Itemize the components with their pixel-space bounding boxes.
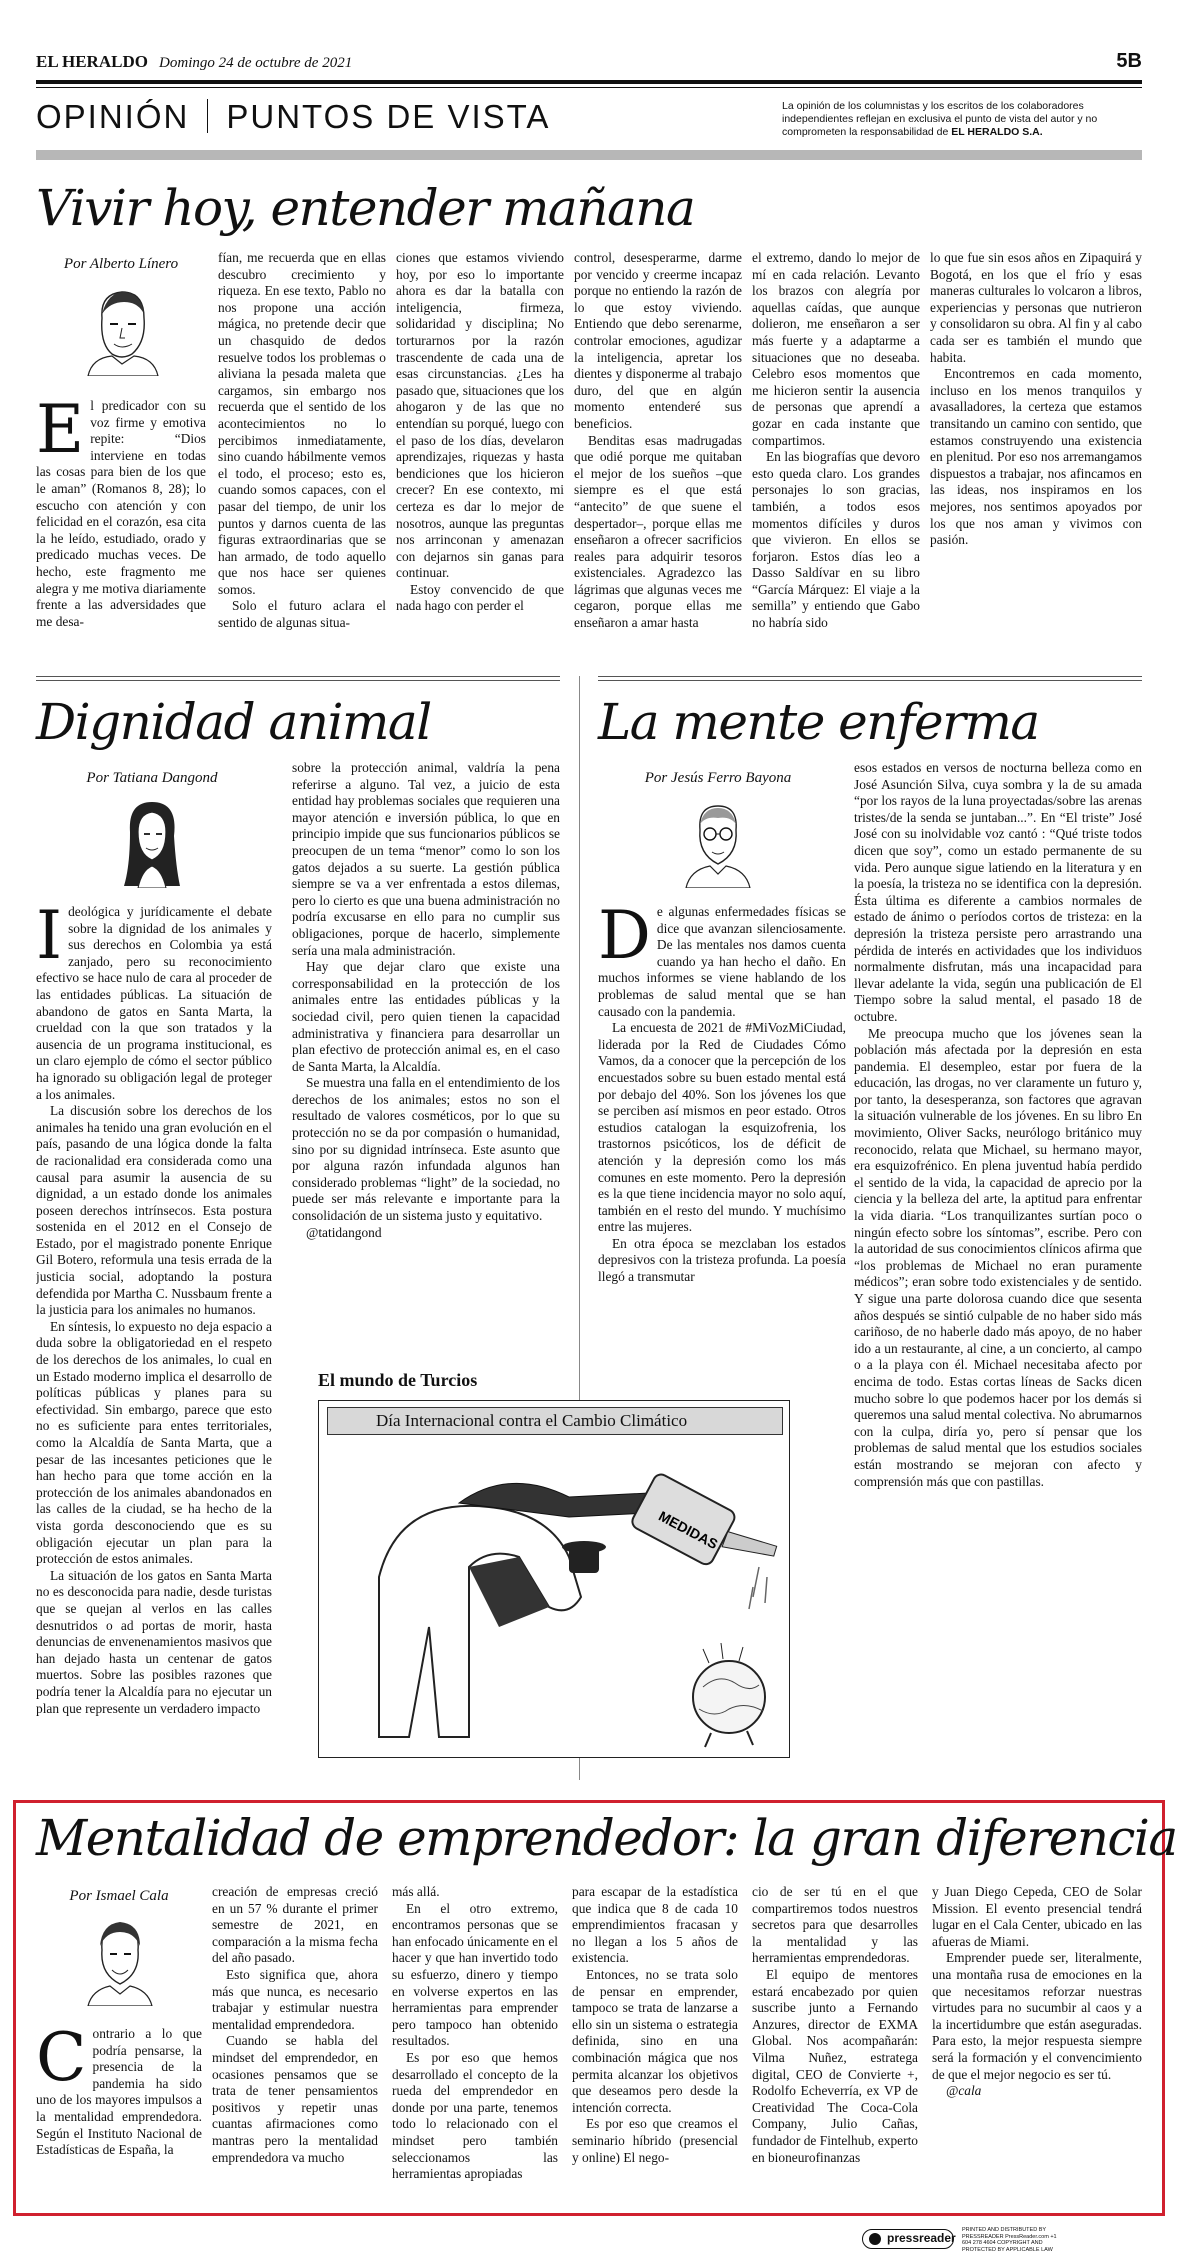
article2-col1	[36, 904, 272, 1782]
paragraph: deológica y jurídicamente el debate sobre la dignidad de los animales y sus derechos en Colombia ya está zanjado, pero su reconocimiento efectivo se hace nulo de cara al proceder de las entidades públicas. La situación de abandono de gatos en Santa Marta, la crueldad con la que son tratados y la ausencia de un programa institucional, es un claro ejemplo de cómo el sector público ha ignorado su obligación legal de proteger a los animales.	[36, 904, 272, 1102]
paragraph: Entonces, no se trata solo de pensar en emprender, tampoco se trata de lanzarse a ello sin un sistema o estrategia definida, sino en una combinación mágica que nos permita alcanzar los objetivos que deseamos pero desde la intención correcta.	[572, 1966, 738, 2115]
portrait-dangond	[108, 792, 196, 888]
article3-col1	[598, 904, 846, 1382]
section-bar	[36, 150, 1142, 160]
paragraph: En el otro extremo, encontramos personas que se han enfocado únicamente en el hacer y que han invertido todo su esfuerzo, dinero y tiempo en volverse expertos en las herramientas para emprender pero tampoco han obtenido resultados.	[392, 1900, 558, 2049]
paragraph: Hay que dejar claro que existe una corresponsabilidad en la protección de los animales entre las entidades públicas y la sociedad civil, pero quien tienen la capacidad administrativa y financiera para desarrollar un plan efectivo de protección animal es, en el caso de Santa Marta, la Alcaldía.	[292, 959, 560, 1074]
paragraph: Esto significa que, ahora más que nunca, es necesario trabajar y estimular nuestra mentalidad emprendedora.	[212, 1966, 378, 2032]
issue-date: Domingo 24 de octubre de 2021	[159, 55, 353, 71]
paragraph: e algunas enfermedades físicas se dice que avanzan silenciosamente. De las mentales nos damos cuenta cuando ya han hecho el daño. En muchos informes se viene hablando de los problemas de salud mental que se han causado con la pandemia.	[598, 904, 846, 1019]
paragraph: y Juan Diego Cepeda, CEO de Solar Mission. El evento presencial tendrá lugar en el Cala Center, ubicado en las afueras de Miami.	[932, 1884, 1142, 1949]
masthead	[36, 52, 1142, 76]
article-divider	[598, 676, 1142, 681]
section-opinion: OPINIÓN	[36, 98, 190, 135]
paragraph: Benditas esas madrugadas que odié porque me quitaban el mejor de los sueños –que siempre es el que está “antecito” de que suene el despertador–, porque ellas me enseñaron a ofrecer sacrificios reales para adquirir tesoros existenciales. Agradezco las lágrimas que algunas veces me cegaron, porque ellas me enseñaron a amar hasta	[574, 432, 742, 631]
paragraph: para escapar de la estadística que indica que 8 de cada 10 emprendimientos fracasan y no llegan a los 5 años de existencia.	[572, 1884, 738, 1966]
paragraph: control, desesperarme, darme por vencido y creerme incapaz porque no entiendo la razón de lo que estoy viviendo. Entiendo que debo serenarme, controlar emociones, agudizar la inteligencia, apretar los dientes y disponerme al trabajo duro, del que en algún momento entenderé sus beneficios.	[574, 250, 742, 431]
paragraph: el extremo, dando lo mejor de mí en cada relación. Levanto los brazos con alegría por aquellas caídas, que aunque dolieron, me enseñaron a ser más fuerte y a adaptarme a situaciones que no deseaba. Celebro esos momentos que me hicieron sentir la ausencia de personas que aprendí a gozar en cada instante que compartimos.	[752, 250, 920, 448]
headline-dignidad-animal: Dignidad animal	[36, 693, 431, 751]
cartoon-drawing	[319, 1437, 789, 1757]
article1-col3	[396, 250, 564, 718]
paragraph: En las biografías que devoro esto queda claro. Los grandes personajes lo son gracias, también, a todos esos momentos difíciles y duros que vivieron. En ellos se forjaron. Estos días leo a Dasso Saldívar en su libro “García Márquez: El viaje a la semilla” y entiendo que Gabo no habría sido	[752, 449, 920, 631]
portrait-linero	[78, 280, 166, 376]
article1-col4	[574, 250, 742, 718]
pressreader-logo[interactable]	[862, 2229, 954, 2249]
paragraph: Emprender puede ser, literalmente, una montaña rusa de emociones en la que necesitamos reforzar nuestras virtudes para no sucumbir al caos y a la incertidumbre que están aseguradas. Para esto, la mejor respuesta siempre será la formación y el convencimiento de que el mejor negocio es ser tú.	[932, 1950, 1142, 2082]
paragraph: ontrario a lo que podría pensarse, la presencia de la pandemia ha sido uno de los mayores impulsos a la mentalidad emprendedora. Según el Instituto Nacional de Estadísticas de España, la	[36, 2026, 202, 2158]
paragraph: Estoy convencido de que nada hago con perder el	[396, 581, 564, 614]
paragraph: La discusión sobre los derechos de los animales ha tenido una gran evolución en el país, pasando de una lógica donde la falta de racionalidad era considerada como una causal para asumir la ausencia de su dignidad, a un estado donde los animales poseen derechos intrínsecos. Esta postura sostenida en el 2012 en el Consejo de Estado, por el magistrado ponente Enrique Gil Botero, reformula una tesis errada de la justicia social, adoptando la postura defendida por Martha C. Nussbaum frente a la justicia para los animales no humanos.	[36, 1103, 272, 1318]
paragraph: ciones que estamos viviendo hoy, por eso lo importante ahora es dar la batalla con inteligencia, firmeza, solidaridad y disciplina; No torturarnos por la razón trascendente de cada una de esas circunstancias. ¿Les ha pasado que, situaciones que los ahogaron y de las que no entendían su porqué, luego con el paso de los días, develaron aprendizajes, riquezas y hasta bendiciones que los hicieron crecer? En ese contexto, mi certeza es dar lo mejor de nosotros, aunque las preguntas nos arrinconan y amenazan con dejarnos sin ganas para continuar.	[396, 250, 564, 581]
author-handle: @cala	[946, 2083, 982, 2099]
section-puntos: PUNTOS DE VISTA	[226, 98, 551, 135]
article4-col6	[932, 1884, 1142, 2208]
page-number: 5B	[1116, 50, 1142, 72]
paragraph: más allá.	[392, 1884, 440, 1899]
disclaimer-text: La opinión de los columnistas y los escritos de los colaboradores independientes reflejan en exclusiva el punto de vista del autor y no comprometen la responsabilidad de	[782, 100, 1098, 138]
byline-dangond: Por Tatiana Dangond	[86, 770, 218, 786]
paragraph: Es por eso que creamos el seminario híbrido (presencial y online) El nego-	[572, 2116, 738, 2165]
paragraph: sobre la protección animal, valdría la pena referirse a alguno. Tal vez, a juicio de esta entidad hay problemas sociales que requieren una mayor atención e inversión pública, lo que en principio impide que sus funcionarios públicos se preocupen de un tema “menor” como lo son los gatos dejados a su suerte. La gestión pública siempre se va a ver enfrentada a estos dilemas, pero lo cierto es que una buena administración no podría excusarse en ello para no cumplir sus obligaciones, porque de hacerlo, simplemente sería una mala administración.	[292, 760, 560, 958]
portrait-cala	[76, 1910, 164, 2006]
dropcap: I	[36, 904, 63, 974]
article1-col5	[752, 250, 920, 718]
dropcap: D	[598, 904, 651, 974]
paragraph: Me preocupa mucho que los jóvenes sean la población más afectada por la depresión en esta pandemia. El desempleo, estar por fuera de la educación, las drogas, no ver claramente un futuro y, por tanto, la desesperanza, son factores que agravan la situación vulnerable de los jóvenes. En su libro En movimiento, Oliver Sacks, neurólogo británico muy reconocido, relata que Michael, su hermano mayor, era esquizofrénico. En plena juventud había perdido el sentido de la vida, la capacidad de aprecio por la ciencia y la belleza del arte, la aptitud para enfrentar la vida diaria. “Los tranquilizantes surtían poco o ningún efecto sobre los síntomas”, escribe. Pero con la autoridad de sus conocimientos clínicos afirma que “los problemas de Michael no eran puramente médicos”; eran sobre todo existenciales y de sentido. Y sigue una parte dolorosa cuando dice que sesenta años después se sintió culpable de no haber sido más cariñoso, de no haberle dado más apoyo, de no haber ido a un restaurante, al cine, a un concierto, al campo o a la playa con él. Michael necesitaba afecto por encima de todo. Estas cortas líneas de Sacks dicen mucho sobre lo que podemos hacer por los demás si queremos una salud mental colectiva. No abrumarnos con la culpa, diría yo, pero sí pensar que los problemas de salud mental que los estudios sociales están mostrando se mejoran con afecto y comprensión más que con pastillas.	[854, 1025, 1142, 1489]
dropcap: C	[36, 2026, 87, 2096]
headline-vivir-hoy: Vivir hoy, entender mañana	[36, 179, 695, 237]
can-label: MEDIDAS	[656, 1507, 721, 1553]
article1-col2	[218, 250, 386, 718]
article4-col2	[212, 1884, 378, 2208]
paragraph: esos estados en versos de nocturna belleza como en José Asunción Silva, cuya sombra y la de su amada “por los rayos de la luna proyectadas/sobre las arenas tristes/de la senda se juntaban...”. En “El triste” José José con su inolvidable voz cantó : “Qué triste todos dicen que soy”, como un estado permanente de su vida. Pero aunque sigue latiendo en la literatura y en la poesía, la tristeza no se identifica con la depresión. Ésta última es diferente a cambios normales de estado de ánimo o períodos cortos de tristeza: en la depresión la tristeza persiste pero arrastrando una pérdida de interés en actividades que los individuos normalmente disfrutan, más una incapacidad para llevar adelante la vida, según una publicación de El Tiempo sobre la salud mental, el pasado 18 de octubre.	[854, 760, 1142, 1024]
paragraph: La encuesta de 2021 de #MiVozMiCiudad, liderada por la Red de Ciudades Cómo Vamos, da a conocer que la percepción de los encuestados sobre su buen estado mental está por debajo del 40%. Son los jóvenes los que se perciben así mismos en peor estado. Otros estudios catalogan la esquizofrenia, los trastornos psicóticos, los de déficit de atención y la depresión como los más comunes en este momento. Pero la depresión es la que tiene incidencia mayor no solo aquí, también en el resto del mundo. Y muchísimo entre las mujeres.	[598, 1020, 846, 1235]
section-header	[36, 98, 550, 142]
paragraph: Cuando se habla del mindset del emprendedor, en ocasiones pensamos que se trata de tener pensamientos positivos y repetir unas cuantas afirmaciones como mantras pero la mentalidad emprendedora va mucho	[212, 2033, 378, 2165]
paragraph: Solo el futuro aclara el sentido de algunas situa-	[218, 598, 386, 631]
byline-ferro: Por Jesús Ferro Bayona	[644, 770, 792, 786]
disclaimer-company: EL HERALDO S.A.	[951, 126, 1043, 138]
article4-col4	[572, 1884, 738, 2208]
cartoon-caption: Día Internacional contra el Cambio Climático	[327, 1407, 783, 1435]
newspaper-name: EL HERALDO	[36, 52, 148, 71]
byline-linero: Por Alberto Línero	[63, 256, 179, 272]
masthead-rule	[36, 80, 1142, 84]
section-separator	[207, 99, 208, 133]
author-handle: @tatidangond	[306, 1224, 382, 1240]
cartoon-title: El mundo de Turcios	[318, 1370, 478, 1390]
paragraph: En síntesis, lo expuesto no deja espacio a duda sobre la obligatoriedad en el respeto de los derechos de los animales, lo cual en un Estado moderno implica el desarrollo de políticas públicas y planes para su efectividad. Sin embargo, parece que esto no es suficiente para entes territoriales, como la Alcaldía de Santa Marta, que a pesar de las incesantes peticiones que le han hecho para que tome acción en la protección de los animales abandonados en las calles de la ciudad, se ha hecho de la vista gorda desconociendo que es su obligación ejecutar un plan para la protección de estos animales.	[36, 1318, 272, 1567]
paragraph: lo que fue sin esos años en Zipaquirá y Bogotá, en los que el frío y esas maneras culturales lo volcaron a libros, experiencias y personas que nutrieron y consolidaron su obra. Al fin y al cabo cada ser es también el mundo que habita.	[930, 250, 1142, 365]
paragraph: El equipo de mentores estará encabezado por quien suscribe junto a Fernando Anzures, director de EXMA Global. Nos acompañarán: Vilma Nuñez, estratega digital, CEO de Convierte +, Rodolfo Echeverría, ex VP de Creatividad The Coca-Cola Company, Julio Cañas, fundador de Fintelhub, experto en bioneurofinanzas	[752, 1966, 918, 2165]
article1-col1	[36, 398, 206, 718]
paragraph: La situación de los gatos en Santa Marta no es desconocida para nadie, desde turistas que se quejan al verlos en las calles desnutridos o ad portas de morir, hasta denuncias de envenenamientos masivos que han dejado hasta un centenar de gatos muertos. Sobre las posibles razones que podría tener la Alcaldía para no ejecutar un plan que represente un verdadero impacto	[36, 1567, 272, 1716]
paragraph: En otra época se mezclaban los estados depresivos con la tristeza profunda. La poesía llegó a transmutar	[598, 1235, 846, 1285]
print-notice: PRINTED AND DISTRIBUTED BY PRESSREADER PressReader.com +1 604 278 4604 COPYRIGHT AND PROTECTED BY APPLICABLE LAW	[962, 2227, 1057, 2253]
paragraph: fían, me recuerda que en ellas descubro crecimiento y riqueza. En ese texto, Pablo no nos propone una acción mágica, no pretende decir que un chasquido de dedos resuelve todos los problemas o aliviana la pesada maleta que cargamos, sin embargo nos recuerda que el sentido de los acontecimientos no lo percibimos inmediatamente, sino cuando hábilmente vemos el todo, el proceso; esto es, cuando somos capaces, con el pasar del tiempo, de unir los puntos y darnos cuenta de las figuras extraordinarias que se han armado, de todo aquello que nos hace ser quienes somos.	[218, 250, 386, 597]
dropcap: E	[36, 398, 85, 468]
masthead-rule-thin	[36, 87, 1142, 88]
paragraph: Es por eso que hemos desarrollado el concepto de la rueda del emprendedor en donde por una parte, tenemos todo lo relacionado con el mindset pero también seleccionamos las herramientas apropiadas	[392, 2049, 558, 2182]
paragraph: Se muestra una falla en el entendimiento de los derechos de los animales; estos no son el resultado de valores cosméticos, por lo que su protección no se da por compasión o humanidad, sino por su dignidad intrínseca. Este asunto que por alguna razón infundada algunos han considerado problemas “light” de la sociedad, no puede ser más relevante e importante para la consolidación de un sistema justo y equitativo.	[292, 1075, 560, 1224]
byline-cala: Por Ismael Cala	[69, 1888, 169, 1904]
article4-col3	[392, 1884, 558, 2208]
pressreader-label: pressreader	[887, 2231, 956, 2245]
article2-col2	[292, 760, 560, 1352]
paragraph: l predicador con su voz firme y emotiva repite: “Dios interviene en todas las cosas para bien de los que le aman” (Romanos 8, 28); lo escucho con atención y con felicidad en el corazón, esa cita la he leído, estudiado, orado y predicado muchas veces. De hecho, este fragmento me alegra y me motiva diariamente frente a las adversidades que me desa-	[36, 398, 206, 629]
pressreader-icon	[869, 2233, 881, 2245]
article-divider	[36, 676, 560, 681]
paragraph: Encontremos en cada momento, incluso en los menos tranquilos y avasalladores, la certeza que estamos transitando un camino con sentido, que estamos construyendo una existencia en plenitud. Por eso nos arremangamos dispuestos a trabajar, nos afincamos en las ideas, nos inspiramos en los mejores, nos sentimos apoyados por los que nos aman y vivimos con pasión.	[930, 366, 1142, 548]
cartoon	[318, 1400, 790, 1758]
article3-col2	[854, 760, 1142, 1782]
paragraph: cio de ser tú en el que compartiremos todos nuestros secretos para que desarrolles la mentalidad y las herramientas emprendedoras.	[752, 1884, 918, 1966]
portrait-ferro	[674, 792, 762, 888]
disclaimer	[782, 100, 1142, 139]
article4-col1	[36, 2026, 202, 2208]
headline-mentalidad: Mentalidad de emprendedor: la gran diferencia	[36, 1809, 1177, 1867]
paragraph: creación de empresas creció en un 57 % durante el primer semestre de 2021, en comparación a la misma fecha del año pasado.	[212, 1884, 378, 1966]
article1-col6	[930, 250, 1142, 718]
headline-mente-enferma: La mente enferma	[598, 693, 1039, 751]
article4-col5	[752, 1884, 918, 2208]
